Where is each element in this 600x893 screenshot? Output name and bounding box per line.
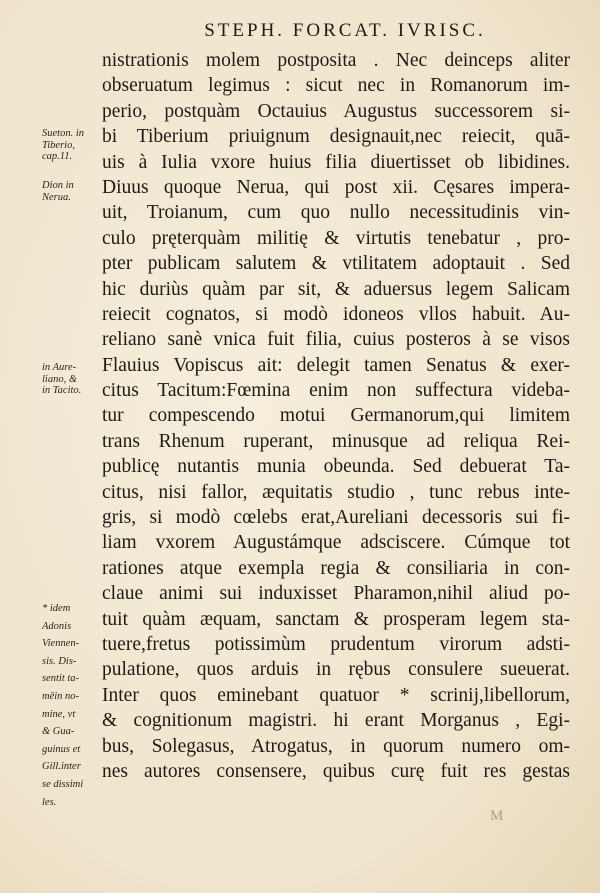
margin-line: liano, & <box>42 373 78 385</box>
text-line: Inter quos eminebant quatuor * scrinij,libellorum, <box>102 684 570 706</box>
text-line: citus Tacitum:Fœmina enim non suffectura videba- <box>102 380 570 402</box>
text-line: claue animi sui induxisset Pharamon,nihil aliud po- <box>102 583 570 605</box>
margin-line: mine, vt <box>42 708 76 720</box>
text-line: liam vxorem Augustámque adsciscere. Cúmque tot <box>102 532 570 554</box>
margin-line: Gill.inter <box>42 761 81 773</box>
margin-line: & Gua- <box>42 726 75 738</box>
catchword: M <box>490 808 504 824</box>
marginal-note-sueton <box>42 128 104 163</box>
text-line: nes autores consensere, quibus curę fuit res gestas <box>102 760 570 782</box>
margin-line: Adonis <box>42 620 72 632</box>
margin-line: in Tacito. <box>42 385 82 396</box>
margin-line: * idem <box>42 603 71 614</box>
marginal-note-dion <box>42 180 104 203</box>
margin-line: Nerua. <box>42 191 71 203</box>
margin-line: cap.11. <box>42 151 73 162</box>
margin-line: Sueton. in <box>42 128 84 139</box>
text-line: citus, nisi fallor, æquitatis studio , tunc rebus inte- <box>102 481 570 503</box>
main-text <box>102 48 570 784</box>
margin-line: les. <box>42 796 57 808</box>
text-line: tuit quàm æquam, sanctam & prosperam legem sta- <box>102 608 570 630</box>
marginal-note-idem <box>42 600 104 811</box>
margin-line: guinus et <box>42 743 81 755</box>
text-line: Diuus quoque Nerua, qui post xii. Cęsares impera- <box>102 176 570 198</box>
text-line: trans Rhenum ruperant, minusque ad reliqua Rei- <box>102 430 570 452</box>
text-line: reiecit cognatos, si modò idoneos vllos habuit. Au- <box>102 303 570 325</box>
marginal-note-aurel <box>42 362 104 397</box>
margin-line: in Aure- <box>42 362 77 373</box>
text-line: bus, Solegasus, Atrogatus, in quorum numero om- <box>102 735 570 757</box>
text-line: culo pręterquàm militię & virtutis tenebatur , pro- <box>102 227 570 249</box>
margin-line: Tiberio, <box>42 139 75 151</box>
text-line: publicę nutantis munia obeunda. Sed debuerat Ta- <box>102 456 570 478</box>
text-line: hic duriùs quàm par sit, & aduersus legem Salicam <box>102 278 570 300</box>
text-line: nistrationis molem postposita . Nec deinceps aliter <box>102 50 570 71</box>
text-line: pter publicam salutem & vtilitatem adoptauit . Sed <box>102 253 570 275</box>
margin-line: Dion in <box>42 180 74 191</box>
text-line: rationes atque exempla regia & consiliaria in con- <box>102 557 570 579</box>
text-line: tuere,fretus potissimùm prudentum virorum adsti- <box>102 633 570 655</box>
text-line: tur compescendo motui Germanorum,qui limitem <box>102 405 570 427</box>
text-line: uis à Iulia vxore huius filia diuertisset ob libidines. <box>102 151 570 173</box>
running-head: STEPH. FORCAT. IVRISC. <box>204 20 486 41</box>
text-line: reliano sanè vnica fuit filia, cuius posteros à se visos <box>102 329 570 351</box>
text-line: perio, postquàm Octauius Augustus successorem si- <box>102 100 570 122</box>
text-line: obseruatum legimus : sicut nec in Romanorum im- <box>102 75 570 97</box>
margin-line: sis. Dis- <box>42 655 77 667</box>
margin-line: Viennen- <box>42 638 80 650</box>
text-line: uit, Troianum, cum quo nullo necessitudinis vin- <box>102 202 570 224</box>
margin-line: mēin no- <box>42 690 80 702</box>
margin-line: se dissimi <box>42 778 84 790</box>
text-line: pulatione, quos arduis in rębus consulere sueuerat. <box>102 659 570 681</box>
text-line: & cognitionum magistri. hi erant Morganus , Egi- <box>102 710 570 732</box>
text-line: Flauius Vopiscus ait: delegit tamen Senatus & exer- <box>102 354 570 376</box>
text-line: bi Tiberium priuignum designauit,nec reiecit, quā- <box>102 126 570 148</box>
margin-line: sentit ta- <box>42 673 80 685</box>
text-line: gris, si modò cœlebs erat,Aureliani decessoris sui fi- <box>102 507 570 529</box>
